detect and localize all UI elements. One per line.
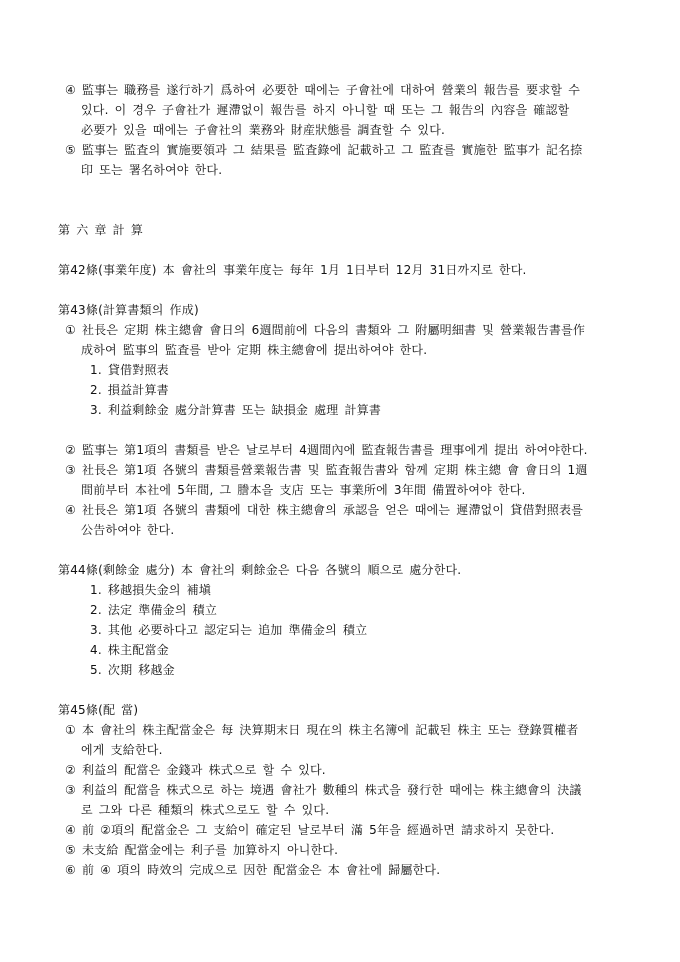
clause-item: ② 監事는 第1項의 書類를 받은 날로부터 4週間內에 監査報告書를 理事에게 提出 하여야한다. xyxy=(65,443,588,457)
blank-line xyxy=(58,680,630,700)
article-heading: 第45條(配 當) xyxy=(58,703,139,717)
list-item: 4. 株主配當金 xyxy=(90,643,169,657)
list-item: 3. 利益剩餘金 處分計算書 또는 缺損金 處理 計算書 xyxy=(90,403,382,417)
clause-continuation: 間前부터 本社에 5年間, 그 謄本을 支店 또는 事業所에 3年間 備置하여야 한다. xyxy=(81,483,526,497)
clause-item: ⑥ 前 ④ 項의 時效의 完成으로 因한 配當金은 本 會社에 歸屬한다. xyxy=(65,863,441,877)
blank-line xyxy=(58,240,630,260)
list-item: 2. 損益計算書 xyxy=(90,383,169,397)
article-heading: 第43條(計算書類의 作成) xyxy=(58,303,199,317)
clause-item: ④ 監事는 職務를 遂行하기 爲하여 必要한 때에는 子會社에 대하여 營業의 報告를 要求할 수 xyxy=(65,83,580,97)
clause-item: ① 社長은 定期 株主總會 會日의 6週間前에 다음의 書類와 그 附屬明細書 및 營業報告書를作 xyxy=(65,323,586,337)
blank-line xyxy=(58,420,630,440)
clause-item: ① 本 會社의 株主配當金은 每 決算期末日 現在의 株主名簿에 記載된 株主 또는 登錄質權者 xyxy=(65,723,579,737)
clause-continuation: 必要가 있을 때에는 子會社의 業務와 財産狀態를 調査할 수 있다. xyxy=(81,123,446,137)
blank-line xyxy=(58,180,630,200)
clause-continuation: 에게 支給한다. xyxy=(81,743,163,757)
clause-continuation: 있다. 이 경우 子會社가 遲滯없이 報告를 하지 아니할 때 또는 그 報告의 內容을 確認할 xyxy=(81,103,570,117)
list-item: 3. 其他 必要하다고 認定되는 追加 準備金의 積立 xyxy=(90,623,368,637)
clause-item: ② 利益의 配當은 金錢과 株式으로 할 수 있다. xyxy=(65,763,326,777)
clause-item: ④ 社長은 第1項 各號의 書類에 대한 株主總會의 承認을 얻은 때에는 遲滯없이 貸借對照表를 xyxy=(65,503,584,517)
list-item: 1. 貸借對照表 xyxy=(90,363,169,377)
clause-item: ④ 前 ②項의 配當金은 그 支給이 確定된 날로부터 滿 5年을 經過하면 請求하지 못한다. xyxy=(65,823,555,837)
article-heading: 第42條(事業年度) 本 會社의 事業年度는 每年 1月 1日부터 12月 31日까지로 한다. xyxy=(58,263,527,277)
list-item: 1. 移越損失金의 補塡 xyxy=(90,583,212,597)
chapter-heading: 第 六 章 計 算 xyxy=(58,223,144,237)
blank-line xyxy=(58,200,630,220)
list-item: 5. 次期 移越金 xyxy=(90,663,175,677)
list-item: 2. 法定 準備金의 積立 xyxy=(90,603,218,617)
blank-line xyxy=(58,280,630,300)
clause-item: ③ 利益의 配當을 株式으로 하는 境遇 會社가 數種의 株式을 發行한 때에는 株主總會의 決議 xyxy=(65,783,582,797)
document-body xyxy=(58,80,630,880)
clause-continuation: 成하여 監事의 監査를 받아 定期 株主總會에 提出하여야 한다. xyxy=(81,343,428,357)
clause-item: ③ 社長은 第1項 各號의 書類를營業報告書 및 監査報告書와 함께 定期 株主總 會 會日의 1週 xyxy=(65,463,588,477)
clause-continuation: 로 그와 다른 種類의 株式으로도 할 수 있다. xyxy=(81,803,330,817)
clause-continuation: 公告하여야 한다. xyxy=(81,523,175,537)
blank-line xyxy=(58,540,630,560)
article-heading: 第44條(剩餘金 處分) 本 會社의 剩餘金은 다음 各號의 順으로 處分한다. xyxy=(58,563,462,577)
clause-item: ⑤ 未支給 配當金에는 利子를 加算하지 아니한다. xyxy=(65,843,339,857)
clause-continuation: 印 또는 署名하여야 한다. xyxy=(81,163,223,177)
clause-item: ⑤ 監事는 監査의 實施要領과 그 結果를 監査錄에 記載하고 그 監査를 實施한 監事가 記名捺 xyxy=(65,143,583,157)
